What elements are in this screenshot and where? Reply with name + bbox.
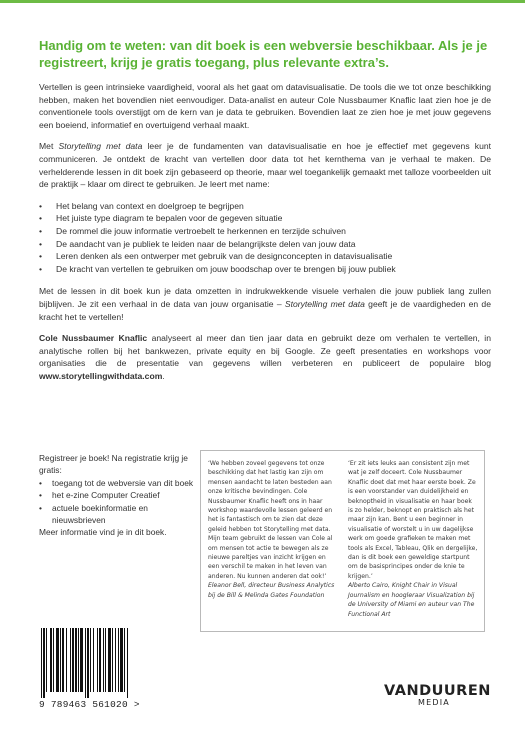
barcode-bar bbox=[87, 628, 89, 698]
list-item bbox=[39, 489, 195, 501]
register-list bbox=[39, 477, 195, 527]
quotes-box bbox=[200, 450, 485, 632]
author-name: Cole Nussbaumer Knaflic bbox=[39, 333, 148, 344]
blog-url: www.storytellingwithdata.com bbox=[39, 370, 163, 381]
quote-alberto-cairo bbox=[348, 459, 478, 619]
back-cover-text bbox=[39, 37, 491, 391]
barcode-bar bbox=[112, 628, 113, 692]
barcode-bar bbox=[50, 628, 52, 692]
barcode-bar bbox=[105, 628, 106, 692]
publisher-logo bbox=[384, 683, 491, 707]
barcode-bar bbox=[70, 628, 71, 692]
register-intro: Registreer je boek! Na registratie krijg je gratis: bbox=[39, 453, 188, 476]
lessons-paragraph bbox=[39, 285, 491, 323]
list-item-text: De aandacht van je publiek te leiden naar de belangrijkste delen van jouw data bbox=[56, 238, 356, 249]
barcode-bar bbox=[127, 628, 128, 698]
lessons-pre: Met de lessen in dit boek kun je data omzetten in indrukwekkende visuele verhalen die jouw publiek lang zullen bijblijven. Je zit een verhaal in de data van jouw organisatie – bbox=[39, 286, 491, 309]
register-outro: Meer informatie vind je in dit boek. bbox=[39, 527, 167, 538]
list-item bbox=[39, 212, 491, 225]
barcode-bar bbox=[124, 628, 125, 692]
list-item-text: Het juiste type diagram te bepalen voor de gegeven situatie bbox=[56, 213, 283, 224]
list-item-text: het e-zine Computer Creatief bbox=[52, 490, 160, 501]
barcode-bar bbox=[90, 628, 91, 692]
barcode-bar bbox=[75, 628, 77, 692]
bullet: • bbox=[39, 477, 42, 488]
register-block bbox=[39, 452, 195, 539]
bullet: • bbox=[39, 200, 43, 211]
bullet: • bbox=[39, 490, 42, 501]
barcode-bar bbox=[108, 628, 111, 692]
barcode-bar bbox=[85, 628, 86, 698]
book-title-inline: Storytelling met data bbox=[58, 141, 143, 152]
barcode-bar bbox=[43, 628, 45, 698]
bullet: • bbox=[39, 263, 43, 274]
bullet: • bbox=[39, 251, 43, 262]
top-accent-bar bbox=[0, 0, 525, 3]
list-item bbox=[39, 238, 491, 251]
list-item-text: De rommel die jouw informatie vertroebelt te herkennen en terzijde schuiven bbox=[56, 225, 346, 236]
intro-paragraph: Vertellen is geen intrinsieke vaardigheid, vooral als het gaat om datavisualisatie. De tools die we tot onze beschikking hebben, maken het bovendien niet eenvoudiger. Data-analist en auteur Cole Nussbaumer Knaflic laat zien hoe je de conventionele tools overstijgt om de kern van je data te gebruiken. Bovendien laat ze zien hoe je met jouw gegevens een boeiend, informatief en overtuigend verhaal maakt. bbox=[39, 82, 491, 130]
barcode-bar bbox=[118, 628, 119, 692]
list-item bbox=[39, 200, 491, 213]
list-item-text: De kracht van vertellen te gebruiken om jouw boodschap over te brengen bij jouw publiek bbox=[56, 263, 396, 274]
list-item-text: actuele boekinformatie en nieuwsbrieven bbox=[52, 502, 148, 526]
author-end: . bbox=[162, 370, 165, 381]
barcode-bar bbox=[53, 628, 54, 692]
publisher-sub: MEDIA bbox=[418, 698, 450, 707]
quote-attribution: Alberto Cairo, Knight Chair in Visual Journalism en hoogleraar Visualization bij de University of Miami en auteur van The Functional Art bbox=[348, 582, 475, 618]
barcode-bar bbox=[62, 628, 64, 692]
barcode-bar bbox=[60, 628, 61, 692]
barcode-bar bbox=[97, 628, 98, 692]
learn-paragraph-post: leer je de fundamenten van datavisualisatie en hoe je effectief met gegevens kunt communiceren. Je ontdekt de kracht van vertellen door data tot het kernthema van je verhaal te maken. De verhelderende lessen in dit boek zijn gebaseerd op theorie, maar wel toegankelijk gemaakt met talloze voorbeelden uit de praktijk – klaar om direct te gebruiken. Je leert met name: bbox=[39, 141, 492, 190]
isbn-barcode bbox=[39, 628, 159, 716]
barcode-bar bbox=[120, 628, 123, 692]
author-bio: analyseert al meer dan tien jaar data en gebruikt deze om verhalen te vertellen, in analytische rollen bij het bankwezen, private equity en bij Google. Ze geeft presentaties en workshops voor organisaties die de presentatie van gegevens willen verbeteren en publiceert de populaire blog bbox=[39, 333, 491, 369]
barcode-bar bbox=[78, 628, 79, 692]
barcode-bar bbox=[103, 628, 104, 692]
learn-list bbox=[39, 200, 491, 276]
barcode-bar bbox=[46, 628, 47, 692]
lessons-post: geeft je de vaardigheden en de kracht het te vertellen! bbox=[39, 298, 491, 322]
bullet: • bbox=[39, 213, 43, 224]
list-item bbox=[39, 250, 491, 263]
bullet: • bbox=[39, 502, 42, 513]
barcode-digits: 9 789463 561020 > bbox=[39, 699, 140, 710]
book-title-inline: Storytelling met data bbox=[284, 298, 365, 309]
list-item bbox=[39, 477, 195, 489]
list-item bbox=[39, 502, 195, 527]
learn-paragraph-pre: Met bbox=[39, 141, 59, 152]
list-item bbox=[39, 263, 491, 276]
bullet: • bbox=[39, 225, 43, 236]
author-paragraph bbox=[39, 332, 491, 382]
quote-text: ‘We hebben zoveel gegevens tot onze beschikking dat het lastig kan zijn om mensen aandacht te laten besteden aan onze kritische bevindingen. Cole Nussbaumer Knaflic heeft ons in haar workshop waardevolle lessen geleerd en het is fantastisch om te zien dat deze geleid hebben tot Storytelling met data. Mijn team gebruikt de lessen van Cole al om mensen tot actie te bewegen als ze nieuwe pareltjes van inzicht krijgen en een verschil te maken in het leven van anderen. Nu kunnen anderen dat ook!’ bbox=[208, 460, 333, 580]
barcode-bar bbox=[72, 628, 74, 692]
learn-paragraph bbox=[39, 140, 491, 190]
quote-eleanor-bell bbox=[208, 459, 338, 600]
barcode-bar bbox=[56, 628, 59, 692]
quote-attribution: Eleanor Bell, directeur Business Analytics bij de Bill & Melinda Gates Foundation bbox=[208, 582, 335, 599]
list-item-text: Het belang van context en doelgroep te begrijpen bbox=[56, 200, 244, 211]
barcode-bar bbox=[93, 628, 94, 692]
list-item-text: Leren denken als een ontwerper met gebruik van de designconcepten in datavisualisatie bbox=[56, 251, 393, 262]
webversion-highlight: Handig om te weten: van dit boek is een webversie beschikbaar. Als je je registreert, krijg je gratis toegang, plus relevante extra’s. bbox=[39, 38, 488, 70]
barcode-bar bbox=[99, 628, 101, 692]
bullet: • bbox=[39, 238, 43, 249]
publisher-name: VANDUUREN bbox=[384, 683, 491, 699]
list-item-text: toegang tot de webversie van dit boek bbox=[52, 477, 194, 488]
barcode-bar bbox=[115, 628, 116, 692]
barcode-bar bbox=[66, 628, 67, 692]
barcode-bars bbox=[39, 628, 157, 698]
barcode-bar bbox=[41, 628, 42, 698]
barcode-bar bbox=[80, 628, 83, 692]
quote-text: ‘Er zit iets leuks aan consistent zijn met wat je zelf doceert. Cole Nussbaumer Knaflic doet dat met haar eerste boek. Ze is een voorstander van duidelijkheid en beknoptheid in visualisatie en haar boek is zo helder, beknopt en praktisch als het maar zijn kan. Bent u een beginner in visualisatie of worstelt u in uw dagelijkse werk om goede grafieken te maken met tools als Excel, Tableau, Qlik en dergelijke, dan is dit boek een geweldige startpunt om de basisprincipes onder de knie te krijgen.’ bbox=[348, 460, 478, 580]
list-item bbox=[39, 225, 491, 238]
